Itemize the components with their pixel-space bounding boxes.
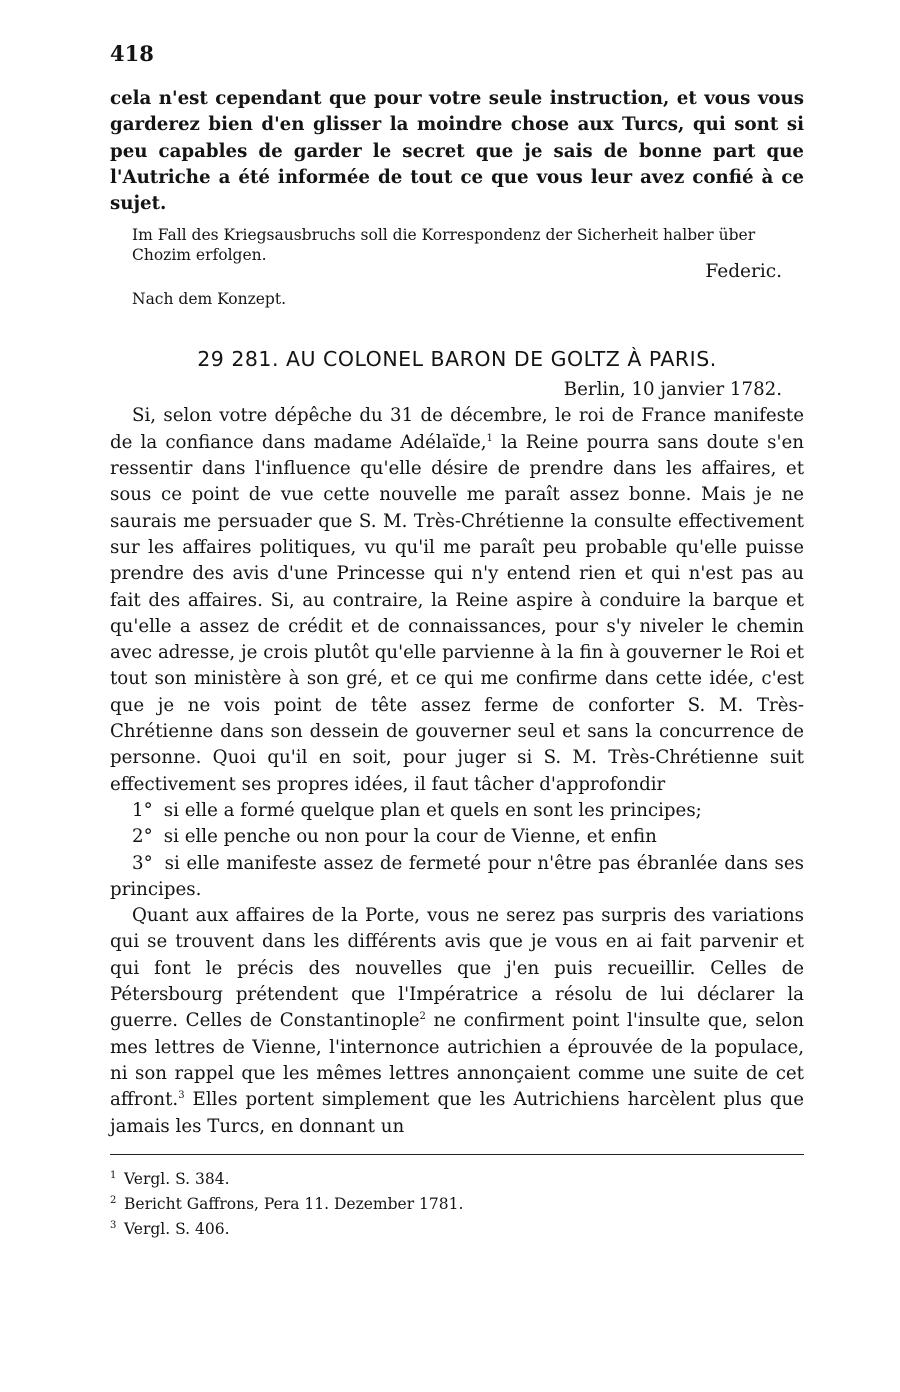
footnote-divider bbox=[110, 1154, 804, 1155]
footnotes bbox=[110, 1165, 804, 1240]
list-marker: 1° bbox=[132, 799, 153, 821]
footnote-number: 2 bbox=[110, 1194, 117, 1206]
footnote bbox=[110, 1215, 804, 1240]
footnote-text: Vergl. S. 384. bbox=[124, 1169, 230, 1188]
footnote-number: 3 bbox=[110, 1220, 117, 1232]
list-text: si elle penche ou non pour la cour de Vienne, et enfin bbox=[163, 826, 657, 848]
footnote-text: Vergl. S. 406. bbox=[124, 1220, 230, 1239]
body-text: ne confirment point l'insulte que, selon mes lettres de Vienne, l'internonce autrichien a éprouvée de la populace, ni son rappel que les mêmes lettres annonçaient comme une suite de cet affront. bbox=[110, 1010, 804, 1111]
footnote bbox=[110, 1190, 804, 1215]
page-number: 418 bbox=[110, 41, 154, 66]
footnote-number: 1 bbox=[110, 1169, 117, 1181]
body-text: Elles portent simplement que les Autrichiens harcèlent plus que jamais les Turcs, en donnant un bbox=[110, 1089, 804, 1137]
letter-heading: 29 281. AU COLONEL BARON DE GOLTZ À PARIS. bbox=[197, 347, 717, 372]
footnote-ref-3: 3 bbox=[178, 1090, 185, 1102]
body-paragraph-2 bbox=[110, 903, 804, 1140]
footnote-ref-1: 1 bbox=[486, 432, 493, 444]
editor-note: Im Fall des Kriegsausbruchs soll die Korrespondenz der Sicherheit halber über Chozim erfolgen. bbox=[132, 226, 756, 265]
list-item bbox=[110, 824, 804, 850]
signature: Federic. bbox=[705, 261, 782, 283]
list-text: si elle a formé quelque plan et quels en sont les principes; bbox=[163, 799, 702, 821]
body-text: la Reine pourra sans doute s'en ressentir dans l'influence qu'elle désire de prendre dans les affaires, et sous ce point de vue cette nouvelle me paraît assez bonne. Mais je ne saurais me persuader que S. M. Très-Chrétienne la consulte effectivement sur les affaires politiques, vu qu'il me paraît peu probable qu'elle puisse prendre des avis d'une Princesse qui n'y entend rien et qui n'est pas au fait des affaires. Si, au contraire, la Reine aspire à conduire la barque et qu'elle a assez de crédit et de connaissances, pour s'y niveler le chemin avec adresse, je crois plutôt qu'elle parvienne à la fin à gouverner le Roi et tout son ministère à son gré, et ce qui me confirme dans cette idée, c'est que je ne vois point de tête assez ferme de conforter S. M. Très-Chrétienne dans son dessein de gouverner seul et sans la concurrence de personne. Quoi qu'il en soit, pour juger si S. M. Très-Chrétienne suit effectivement ses propres idées, il faut tâcher d'approfondir bbox=[110, 431, 804, 795]
page bbox=[110, 40, 804, 1240]
list-marker: 2° bbox=[132, 826, 153, 848]
list-item bbox=[110, 798, 804, 824]
footnote-text: Bericht Gaffrons, Pera 11. Dezember 1781. bbox=[124, 1195, 464, 1214]
source-note: Nach dem Konzept. bbox=[132, 290, 287, 309]
body-text: Quant aux affaires de la Porte, vous ne serez pas surpris des variations qui se trouvent dans les différents avis que je vous en ai fait parvenir et qui font le précis des nouvelles que j'en puis recueillir. Celles de Pétersbourg prétendent que l'Impératrice a résolu de lui déclarer la guerre. Celles de Constantinople bbox=[110, 905, 804, 1032]
body-paragraph-1 bbox=[110, 403, 804, 797]
list-text: si elle manifeste assez de fermeté pour n'être pas ébranlée dans ses principes. bbox=[110, 852, 804, 900]
list-item bbox=[110, 851, 804, 904]
dateline: Berlin, 10 janvier 1782. bbox=[563, 379, 782, 401]
opening-paragraph: cela n'est cependant que pour votre seule instruction, et vous vous garderez bien d'en glisser la moindre chose aux Turcs, qui sont si peu capables de garder le secret que je sais de bonne part que l'Autriche a été informée de tout ce que vous leur avez confié à ce sujet. bbox=[110, 88, 804, 215]
body-text: Si, selon votre dépêche du 31 de décembre, le roi de France manifeste de la confiance dans madame Adélaïde, bbox=[110, 405, 804, 453]
footnote-ref-2: 2 bbox=[419, 1011, 426, 1023]
footnote bbox=[110, 1165, 804, 1190]
list-marker: 3° bbox=[132, 852, 153, 874]
